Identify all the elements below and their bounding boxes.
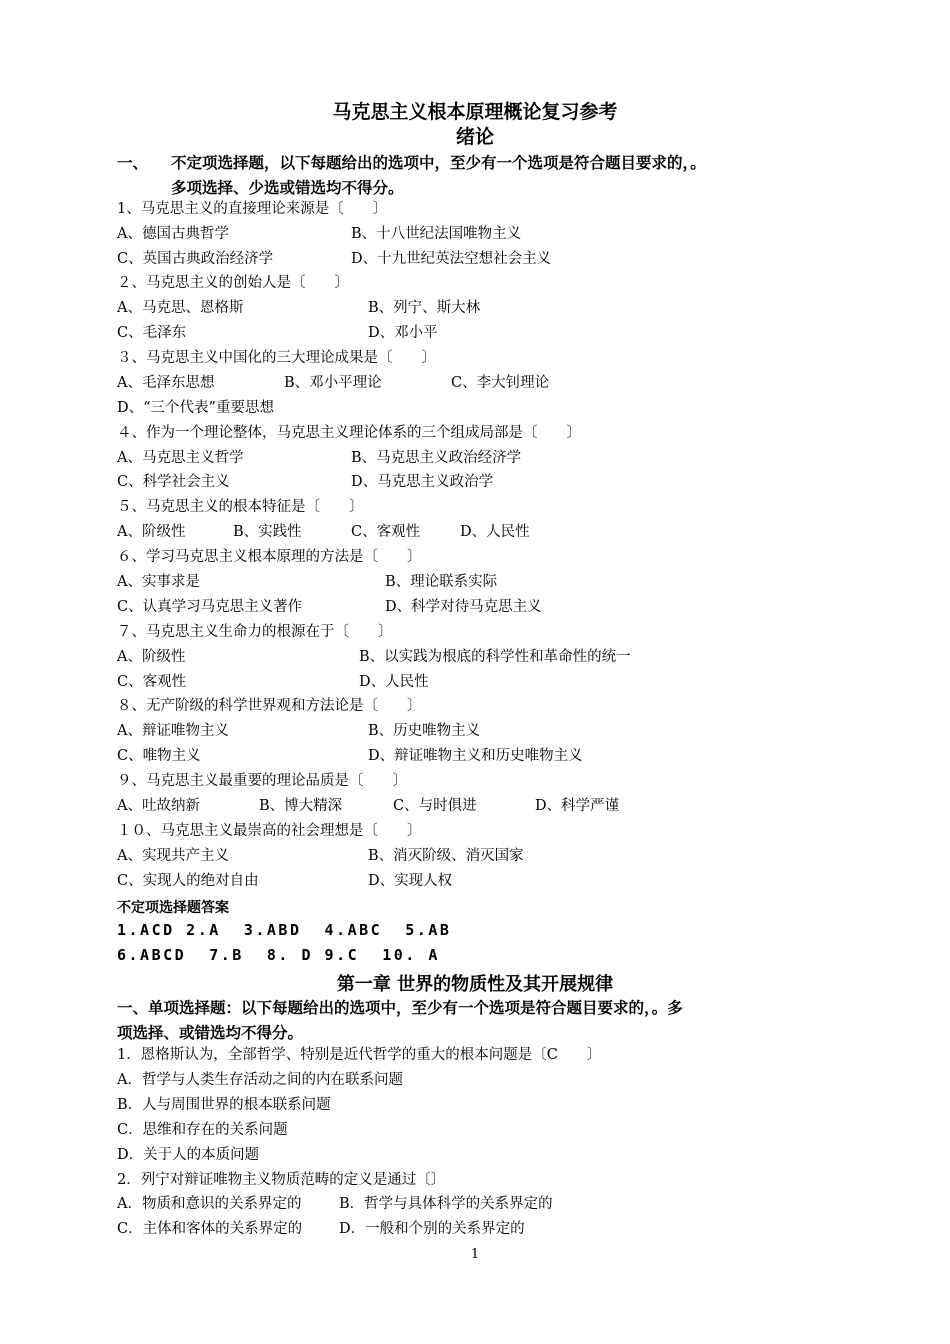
page-number: 1 xyxy=(470,1247,480,1262)
chapter-instruction-line-1: 一、单项选择题：以下每题给出的选项中，至少有一个选项是符合题目要求的，。多 xyxy=(117,999,683,1017)
option-b: B、十八世纪法国唯物主义 xyxy=(351,226,522,242)
option-c: C、毛泽东 xyxy=(117,325,187,341)
option-a: A、实现共产主义 xyxy=(117,848,229,864)
option-d: D、人民性 xyxy=(460,524,530,540)
option-d: D、科学对待马克思主义 xyxy=(385,599,542,615)
option-d: D、人民性 xyxy=(359,674,429,690)
option-d: D．关于人的本质问题 xyxy=(117,1147,260,1163)
option-d: D、“三个代表”重要思想 xyxy=(117,400,274,416)
instruction-line-2: 多项选择、少选或错选均不得分。 xyxy=(171,179,404,197)
document-title: 马克思主义根本原理概论复习参考 xyxy=(332,101,618,123)
answers-line-2: 6.ABCD 7.B 8. D 9.C 10. A xyxy=(117,946,440,964)
option-c: C、科学社会主义 xyxy=(117,474,230,490)
instruction-number: 一、 xyxy=(117,154,149,172)
option-c: C、与时俱进 xyxy=(393,798,477,814)
option-d: D、邓小平 xyxy=(368,325,438,341)
answers-heading: 不定项选择题答案 xyxy=(117,900,229,916)
question-10: １０、马克思主义最崇高的社会理想是〔 〕 xyxy=(117,823,422,839)
option-b: B．人与周围世界的根本联系问题 xyxy=(117,1097,331,1113)
option-d: D、科学严谨 xyxy=(535,798,620,814)
chapter-title: 第一章 世界的物质性及其开展规律 xyxy=(336,974,614,995)
option-c: C、英国古典政治经济学 xyxy=(117,251,274,267)
option-a: A．哲学与人类生存活动之间的内在联系问题 xyxy=(117,1072,403,1088)
option-a: A、吐故纳新 xyxy=(117,798,200,814)
option-a: A、德国古典哲学 xyxy=(117,226,229,242)
question-5: ５、马克思主义的根本特征是〔 〕 xyxy=(117,499,364,515)
option-a: A、阶级性 xyxy=(117,649,186,665)
question-3: ３、马克思主义中国化的三大理论成果是〔 〕 xyxy=(117,350,436,366)
option-b: B、邓小平理论 xyxy=(284,375,382,391)
option-b: B、实践性 xyxy=(233,524,302,540)
question-1: 1、马克思主义的直接理论来源是〔 〕 xyxy=(117,201,388,217)
option-b: B、马克思主义政治经济学 xyxy=(351,450,522,466)
option-a: A、阶级性 xyxy=(117,524,186,540)
option-a: A、马克思主义哲学 xyxy=(117,450,244,466)
chapter-instruction-line-2: 项选择、或错选均不得分。 xyxy=(117,1024,304,1042)
section-heading-intro: 绪论 xyxy=(455,126,494,148)
option-a: A．物质和意识的关系界定的 xyxy=(117,1196,302,1212)
option-c: C、客观性 xyxy=(351,524,421,540)
option-d: D、实现人权 xyxy=(368,873,453,889)
question-8: ８、无产阶级的科学世界观和方法论是〔 〕 xyxy=(117,698,422,714)
question-6: ６、学习马克思主义根本原理的方法是〔 〕 xyxy=(117,549,422,565)
question-2: ２、马克思主义的创始人是〔 〕 xyxy=(117,275,349,291)
option-c: C．主体和客体的关系界定的 xyxy=(117,1221,303,1237)
question-4: ４、作为一个理论整体，马克思主义理论体系的三个组成局部是〔 〕 xyxy=(117,425,581,441)
question-9: ９、马克思主义最重要的理论品质是〔 〕 xyxy=(117,773,407,789)
option-b: B、理论联系实际 xyxy=(385,574,498,590)
chapter-question-1: 1．恩格斯认为，全部哲学、特别是近代哲学的重大的根本问题是〔C 〕 xyxy=(117,1047,602,1063)
option-d: D、辩证唯物主义和历史唯物主义 xyxy=(368,748,583,764)
option-b: B．哲学与具体科学的关系界定的 xyxy=(339,1196,553,1212)
option-d: D、十九世纪英法空想社会主义 xyxy=(351,251,552,267)
option-b: B、历史唯物主义 xyxy=(368,723,481,739)
option-a: A、马克思、恩格斯 xyxy=(117,300,244,316)
instruction-line-1: 不定项选择题，以下每题给出的选项中，至少有一个选项是符合题目要求的，。 xyxy=(171,154,706,172)
option-c: C、唯物主义 xyxy=(117,748,201,764)
chapter-question-2: 2．列宁对辩证唯物主义物质范畴的定义是通过〔〕 xyxy=(117,1172,446,1188)
option-c: C．思维和存在的关系问题 xyxy=(117,1122,288,1138)
option-b: B、博大精深 xyxy=(259,798,343,814)
option-a: A、实事求是 xyxy=(117,574,200,590)
option-d: D．一般和个别的关系界定的 xyxy=(339,1221,525,1237)
option-c: C、客观性 xyxy=(117,674,187,690)
option-b: B、消灭阶级、消灭国家 xyxy=(368,848,524,864)
option-b: B、以实践为根底的科学性和革命性的统一 xyxy=(359,649,631,665)
answers-line-1: 1.ACD 2.A 3.ABD 4.ABC 5.AB xyxy=(117,921,452,939)
option-c: C、认真学习马克思主义著作 xyxy=(117,599,303,615)
option-d: D、马克思主义政治学 xyxy=(351,474,494,490)
option-a: A、辩证唯物主义 xyxy=(117,723,229,739)
question-7: ７、马克思主义生命力的根源在于〔 〕 xyxy=(117,624,393,640)
option-a: A、毛泽东思想 xyxy=(117,375,215,391)
option-b: B、列宁、斯大林 xyxy=(368,300,481,316)
option-c: C、实现人的绝对自由 xyxy=(117,873,259,889)
option-c: C、李大钊理论 xyxy=(451,375,550,391)
